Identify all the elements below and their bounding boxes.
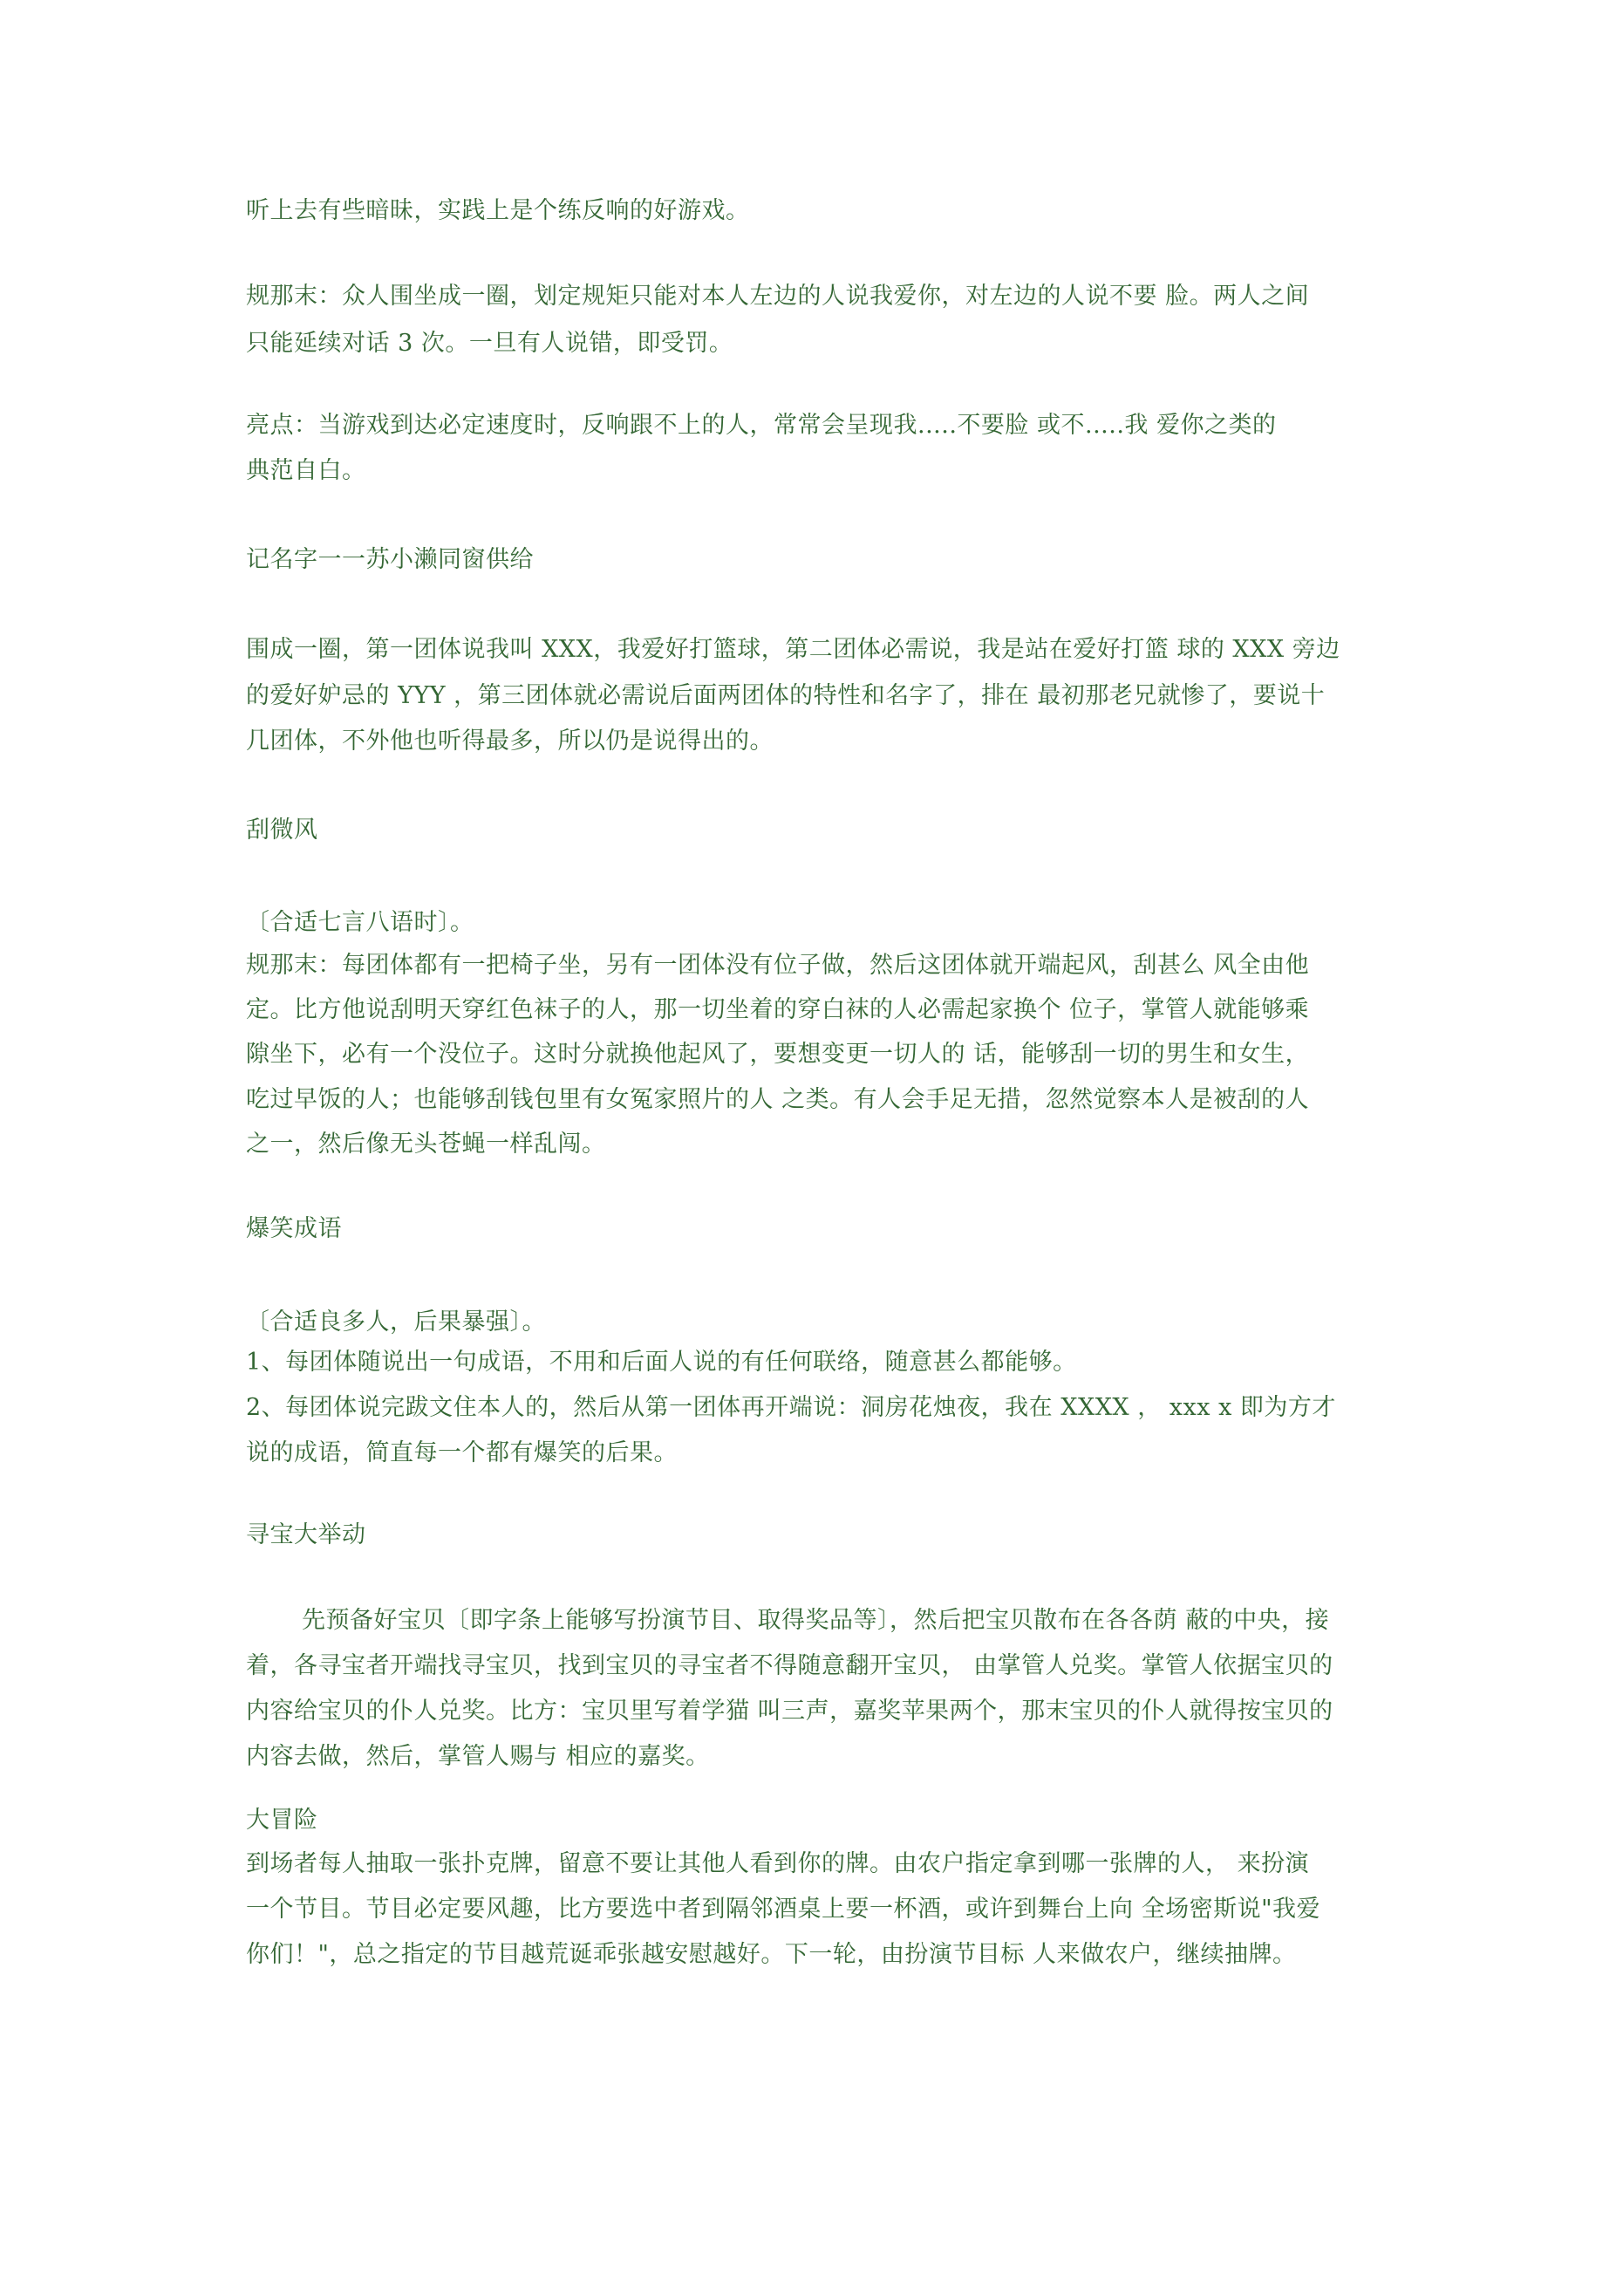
paragraph-line: 先预备好宝贝〔即字条上能够写扮演节目、取得奖品等〕，然后把宝贝散布在各各荫 蔽的中央，接 [302,1607,1330,1634]
section-heading: 大冒险 [246,1807,318,1834]
section-heading: 爆笑成语 [246,1215,342,1242]
paragraph-line: 内容给宝贝的仆人兑奖。比方：宝贝里写着学猫 叫三声，嘉奖苹果两个，那末宝贝的仆人就得按宝贝的 [246,1698,1333,1725]
paragraph-line: 内容去做，然后，掌管人赐与 相应的嘉奖。 [246,1743,710,1770]
paragraph-line: 定。比方他说刮明天穿红色袜子的人，那一切坐着的穿白袜的人必需起家换个 位子，掌管人就能够乘 [246,996,1310,1023]
paragraph-line: 吃过早饭的人；也能够刮钱包里有女冤家照片的人 之类。有人会手足无措，忽然觉察本人是被刮的人 [246,1086,1310,1113]
section-heading: 刮微风 [246,817,318,844]
paragraph-line: 围成一圈，第一团体说我叫 XXX，我爱好打篮球，第二团体必需说，我是站在爱好打篮 球的 XXX 旁边 [246,636,1340,663]
paragraph-line: 听上去有些暗昧，实践上是个练反响的好游戏。 [246,197,750,224]
paragraph-line: 几团体，不外他也听得最多，所以仍是说得出的。 [246,728,774,755]
paragraph-line: 说的成语，简直每一个都有爆笑的后果。 [246,1439,678,1466]
paragraph-line: 亮点：当游戏到达必定速度时，反响跟不上的人，常常会呈现我.....不要脸 或不.....我 爱你之类的 [246,412,1277,439]
paragraph-line: 规那末：众人围坐成一圈，划定规矩只能对本人左边的人说我爱你，对左边的人说不要 脸。两人之间 [246,283,1310,310]
paragraph-line: 〔合适七言八语时〕。 [246,909,474,936]
section-heading: 记名字一一苏小濑同窗供给 [246,546,534,573]
paragraph-line: 规那末：每团体都有一把椅子坐，另有一团体没有位子做，然后这团体就开端起风，刮甚么 风全由他 [246,952,1310,979]
paragraph-line: 1、每团体随说出一句成语，不用和后面人说的有任何联络，随意甚么都能够。 [246,1349,1077,1376]
section-heading: 寻宝大举动 [246,1521,366,1548]
paragraph-line: 隙坐下，必有一个没位子。这时分就换他起风了，要想变更一切人的 话，能够刮一切的男生和女生， [246,1041,1310,1068]
paragraph-line: 只能延续对话 3 次。一旦有人说错，即受罚。 [246,330,733,357]
paragraph-line: 你们！"，总之指定的节目越荒诞乖张越安慰越好。下一轮，由扮演节目标 人来做农户，继续抽牌。 [246,1941,1297,1968]
paragraph-line: 的爱好妒忌的 YYY ，第三团体就必需说后面两团体的特性和名字了，排在 最初那老兄就惨了，要说十 [246,682,1326,709]
paragraph-line: 之一，然后像无头苍蝇一样乱闯。 [246,1131,606,1158]
paragraph-line: 一个节目。节目必定要风趣，比方要选中者到隔邻酒桌上要一杯酒，或许到舞台上向 全场密斯说"我爱 [246,1896,1320,1923]
paragraph-line: 到场者每人抽取一张扑克牌，留意不要让其他人看到你的牌。由农户指定拿到哪一张牌的人， 来扮演 [246,1850,1310,1877]
paragraph-line: 典范自白。 [246,457,366,484]
paragraph-line: 〔合适良多人，后果暴强〕。 [246,1309,546,1336]
paragraph-line: 2、每团体说完跋文住本人的，然后从第一团体再开端说：洞房花烛夜，我在 XXXX ， xxx x 即为方才 [246,1394,1336,1421]
paragraph-line: 着，各寻宝者开端找寻宝贝，找到宝贝的寻宝者不得随意翻开宝贝， 由掌管人兑奖。掌管人依据宝贝的 [246,1652,1333,1679]
